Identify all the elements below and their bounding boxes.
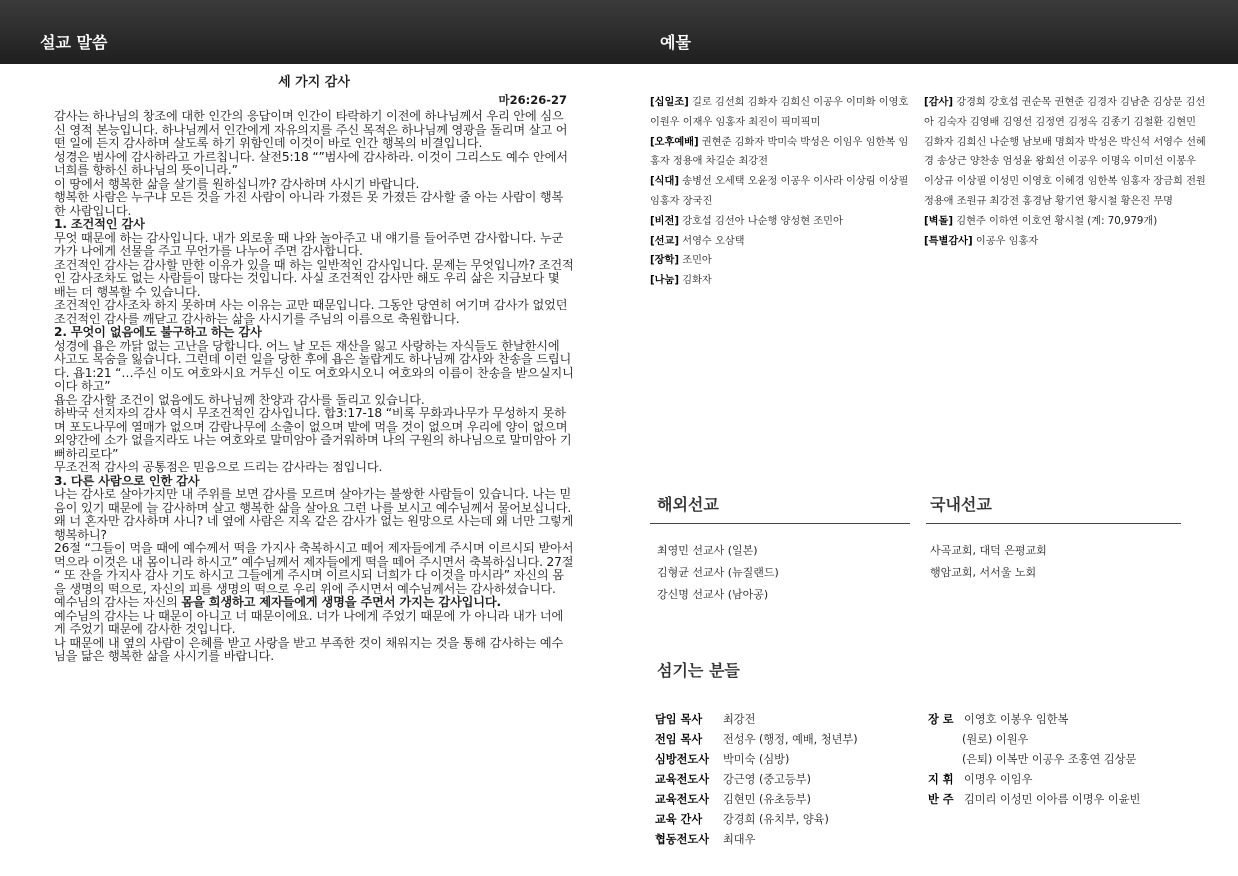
offering-entry xyxy=(650,172,912,212)
staff-row xyxy=(655,750,920,770)
offering-names: 권현준 김화자 박미숙 박성은 이임우 임한복 임홍자 정용애 차길순 최강전 xyxy=(650,136,909,168)
staff-names: 이명우 이임우 xyxy=(964,773,1033,786)
sermon-body xyxy=(54,110,574,664)
sermon-paragraph: 무조건적 감사의 공통점은 믿음으로 드리는 감사라는 점입니다. xyxy=(54,460,383,474)
offering-category: [선교] xyxy=(650,235,679,247)
staff-names: 이영호 이봉우 임한복 xyxy=(964,713,1069,726)
staff-role: 담임 목사 xyxy=(655,713,703,726)
sermon-paragraph xyxy=(54,596,574,610)
offering-entry xyxy=(650,232,912,252)
sermon-heading: 3. 다른 사람으로 인한 감사 xyxy=(54,473,200,488)
staff-row xyxy=(655,770,920,790)
sermon-paragraph: 26절 “그들이 먹을 때에 예수께서 떡을 가지사 축복하시고 떼어 제자들에게 주시며 이르시되 받아서 먹으라 이것은 내 몸이니라 하시고” 예수님께서 제자들에게 떡을 떼어 주시면서 축복하십니다. 27절 “ 또 잔을 가지사 감사 기도 하시고 그들에게 주시며 이르시되 너희가 다 이것을 마시라” 자신의 몸을 생명의 떡으로, 자신의 피를 생명의 떡으로 우리 위에 주시면서 예수님께서는 감사하셨습니다. xyxy=(54,541,574,596)
mission-item: 김형균 선교사 (뉴질랜드) xyxy=(657,566,779,579)
offering-names: 강호섭 김선아 나순행 양성현 조민아 xyxy=(679,215,843,227)
sermon-paragraph: 감사는 하나님의 창조에 대한 인간의 응답이며 인간이 타락하기 이전에 하나님께서 우리 안에 심으신 영적 본능입니다. 하나님께서 인간에게 자유의지를 주신 목적은 하나님께 영광을 돌리며 살고 어떤 일에 든지 감사하며 살도록 하기 위함인데 이것이 바로 인간 행복의 비결입니다. xyxy=(54,109,568,150)
offering-category: [오후예배] xyxy=(650,136,699,148)
staff-row xyxy=(655,810,920,830)
staff-role: 교육전도사 xyxy=(655,773,710,786)
domestic-mission-list xyxy=(930,540,1180,584)
sermon-paragraph: 성경은 범사에 감사하라고 가르칩니다. 살전5:18 “”범사에 감사하라. 이것이 그리스도 예수 안에서 너희를 향하신 하나님의 뜻이니라.” xyxy=(54,149,568,177)
offering-names: 강경희 강호섭 권순목 권현준 김경자 김남춘 김상문 김선아 김숙자 김영배 김영선 김정연 김정옥 김종기 김철환 김현민 김화자 김희신 나순행 남보배 명희자 박성은 박신석 서영수 선혜경 송상근 양찬송 엄성윤 왕희선 이공우 이명옥 이미선 이봉우 이상규 이상필 이성민 이영호 이혜경 임한복 임홍자 장금희 전원 정용애 조원규 최강전 홍경남 황기연 황시철 황은진 무명 xyxy=(924,97,1206,207)
sermon-heading: 2. 무엇이 없음에도 불구하고 하는 감사 xyxy=(54,325,262,339)
offering-entry xyxy=(650,133,912,173)
offering-entry xyxy=(924,93,1206,212)
staff-role: 교육 간사 xyxy=(655,813,703,826)
offering-names: 서영수 오삼택 xyxy=(679,235,745,247)
offering-entry xyxy=(650,212,912,232)
staff-row xyxy=(655,710,920,730)
sermon-emphasis: 몸을 희생하고 제자들에게 생명을 주면서 가지는 감사입니다. xyxy=(181,595,502,609)
overseas-mission-divider xyxy=(650,523,910,524)
offering-category: [식대] xyxy=(650,176,679,188)
offering-list-right xyxy=(924,93,1206,251)
staff-role: 전임 목사 xyxy=(655,733,703,746)
staff-names: 최대우 xyxy=(723,833,756,846)
staff-row xyxy=(928,770,1218,790)
offering-category: [십일조] xyxy=(650,97,689,108)
sermon-paragraph: 조건적인 감사조차 하지 못하며 사는 이유는 교만 때문입니다. 그동안 당연히 여기며 감사가 없었던 조건적인 감사를 깨닫고 감사하는 삶을 사시기를 주님의 이름으로 축원합니다. xyxy=(54,298,568,326)
staff-names: 김현민 (유초등부) xyxy=(723,793,811,806)
sermon-title: 세 가지 감사 xyxy=(278,75,350,90)
offering-names: 김화자 xyxy=(679,275,712,287)
domestic-mission-title: 국내선교 xyxy=(930,495,992,514)
staff-row xyxy=(655,730,920,750)
staff-row xyxy=(655,790,920,810)
staff-role: 장 로 xyxy=(928,713,954,726)
offering-names: 길로 김선희 김화자 김희신 이공우 이미화 이영호 이원우 이재우 임홍자 최진이 픽미픽미 xyxy=(650,97,909,128)
offering-entry xyxy=(924,212,1206,232)
staff-names: 전성우 (행정, 예배, 청년부) xyxy=(723,733,858,746)
offering-entry xyxy=(650,251,912,271)
staff-names: 강근영 (중고등부) xyxy=(723,773,811,786)
staff-row xyxy=(928,730,1218,750)
sermon-paragraph: 행복한 사람은 누구냐 모든 것을 가진 사람이 아니라 가졌든 못 가졌든 감사할 줄 아는 사람이 행복한 사람입니다. xyxy=(54,190,564,218)
offering-names: 김현주 이하연 이호연 황시철 (계: 70,979개) xyxy=(953,215,1158,227)
offering-category: [나눔] xyxy=(650,275,679,287)
sermon-paragraph: 성경에 욥은 까닭 없는 고난을 당합니다. 어느 날 모든 재산을 잃고 사랑하는 자식들도 한날한시에 사고도 목숨을 잃습니다. 그런데 이런 일을 당한 후에 욥은 놀랍게도 하나님께 감사와 찬송을 드립니다. 욥1:21 “…주신 이도 여호와시요 거두신 이도 여호와시오니 여호와의 이름이 찬송을 받으실지니이다 하고” xyxy=(54,338,574,393)
mission-item: 강신명 선교사 (남아공) xyxy=(657,588,769,601)
staff-role: 교육전도사 xyxy=(655,793,710,806)
staff-names: (원로) 이원우 xyxy=(962,733,1029,746)
offering-section-title: 예물 xyxy=(660,33,691,52)
staff-list-right xyxy=(928,710,1218,810)
staff-role: 심방전도사 xyxy=(655,753,710,766)
sermon-paragraph: 하박국 선지자의 감사 역시 무조건적인 감사입니다. 합3:17-18 “비록 무화과나무가 무성하지 못하며 포도나무에 열매가 없으며 감람나무에 소출이 없으며 밭에 먹을 것이 없으며 우리에 양이 없으며 외양간에 소가 없을지라도 나는 여호와로 말미암아 즐거워하며 나의 구원의 하나님으로 말미암아 기뻐하리로다” xyxy=(54,406,572,461)
servants-title: 섬기는 분들 xyxy=(657,661,740,680)
staff-names: 김미리 이성민 이아름 이명우 이윤빈 xyxy=(964,793,1141,806)
offering-list-left xyxy=(650,93,912,291)
offering-entry xyxy=(650,93,912,133)
offering-category: [특별감사] xyxy=(924,235,973,247)
sermon-paragraph: 무엇 때문에 하는 감사입니다. 내가 외로울 때 나와 놀아주고 내 얘기를 들어주면 감사합니다. 누군가가 나에게 선물을 주고 무언가를 나누어 주면 감사합니다. xyxy=(54,230,564,258)
staff-row xyxy=(655,830,920,850)
mission-item: 사곡교회, 대덕 은평교회 xyxy=(930,544,1047,557)
staff-names: 최강전 xyxy=(723,713,756,726)
staff-list-left xyxy=(655,710,920,850)
scripture-reference: 마26:26-27 xyxy=(498,93,567,107)
mission-item: 최영민 선교사 (일본) xyxy=(657,544,758,557)
offering-names: 이공우 임홍자 xyxy=(972,235,1039,247)
staff-names: (은퇴) 이복만 이공우 조홍연 김상문 xyxy=(962,753,1137,766)
staff-names: 박미숙 (심방) xyxy=(723,753,790,766)
offering-entry xyxy=(650,271,912,291)
sermon-section-title: 설교 말씀 xyxy=(40,33,108,52)
staff-row xyxy=(928,750,1218,770)
sermon-paragraph: 이 땅에서 행복한 삶을 살기를 원하십니까? 감사하며 사시기 바랍니다. xyxy=(54,176,420,191)
overseas-mission-list xyxy=(657,540,907,606)
staff-role: 지 휘 xyxy=(928,773,954,786)
offering-names: 송병선 오세택 오윤정 이공우 이사라 이상림 이상필 임홍자 장국진 xyxy=(650,176,909,207)
sermon-paragraph: 나 때문에 내 옆의 사람이 은혜를 받고 사랑을 받고 부족한 것이 채워지는 것을 통해 감사하는 예수님을 닮은 행복한 삶을 사시기를 바랍니다. xyxy=(54,635,564,663)
domestic-mission-divider xyxy=(926,523,1181,524)
sermon-heading: 1. 조건적인 감사 xyxy=(54,217,145,231)
mission-item: 행암교회, 서서울 노회 xyxy=(930,566,1037,579)
offering-category: [비전] xyxy=(650,215,679,227)
offering-category: [벽돌] xyxy=(924,215,953,227)
sermon-paragraph: 욥은 감사할 조건이 없음에도 하나님께 찬양과 감사를 돌리고 있습니다. xyxy=(54,392,425,407)
header-bar xyxy=(0,0,1238,64)
staff-row xyxy=(928,790,1218,810)
sermon-paragraph: 조건적인 감사는 감사할 만한 이유가 있을 때 하는 일반적인 감사입니다. 문제는 무엇입니까? 조건적인 감사조차도 없는 사람들이 많다는 것입니다. 사실 조건적인 감사만 해도 우리 삶은 지금보다 몇 배는 더 행복할 수 있습니다. xyxy=(54,257,574,299)
staff-row xyxy=(928,710,1218,730)
offering-category: [장학] xyxy=(650,255,679,267)
sermon-column xyxy=(54,74,574,664)
sermon-paragraph: 나는 감사로 살아가지만 내 주위를 보면 감사를 모르며 살아가는 불쌍한 사람들이 있습니다. 나는 믿음이 있기 때문에 늘 감사하며 살고 행복한 삶을 살아요 그런 나를 보시고 예수님께서 물어보십니다. 왜 너 혼자만 감사하며 사니? 네 옆에 사람은 지옥 같은 감사가 없는 원망으로 사는데 왜 너만 그렇게 행복하니? xyxy=(54,487,574,542)
offering-entry xyxy=(924,232,1206,252)
sermon-paragraph-text: 예수님의 감사는 자신의 xyxy=(54,595,182,609)
offering-names: 조민아 xyxy=(679,255,712,267)
staff-role: 반 주 xyxy=(928,793,954,806)
offering-category: [감사] xyxy=(924,97,953,108)
staff-role: 협동전도사 xyxy=(655,833,710,846)
sermon-paragraph: 예수님의 감사는 나 때문이 아니고 너 때문이에요. 너가 나에게 주었기 때문에 가 아니라 내가 너에게 주었기 때문에 감사한 것입니다. xyxy=(54,608,564,636)
overseas-mission-title: 해외선교 xyxy=(657,495,719,514)
staff-names: 강경희 (유치부, 양육) xyxy=(723,813,829,826)
